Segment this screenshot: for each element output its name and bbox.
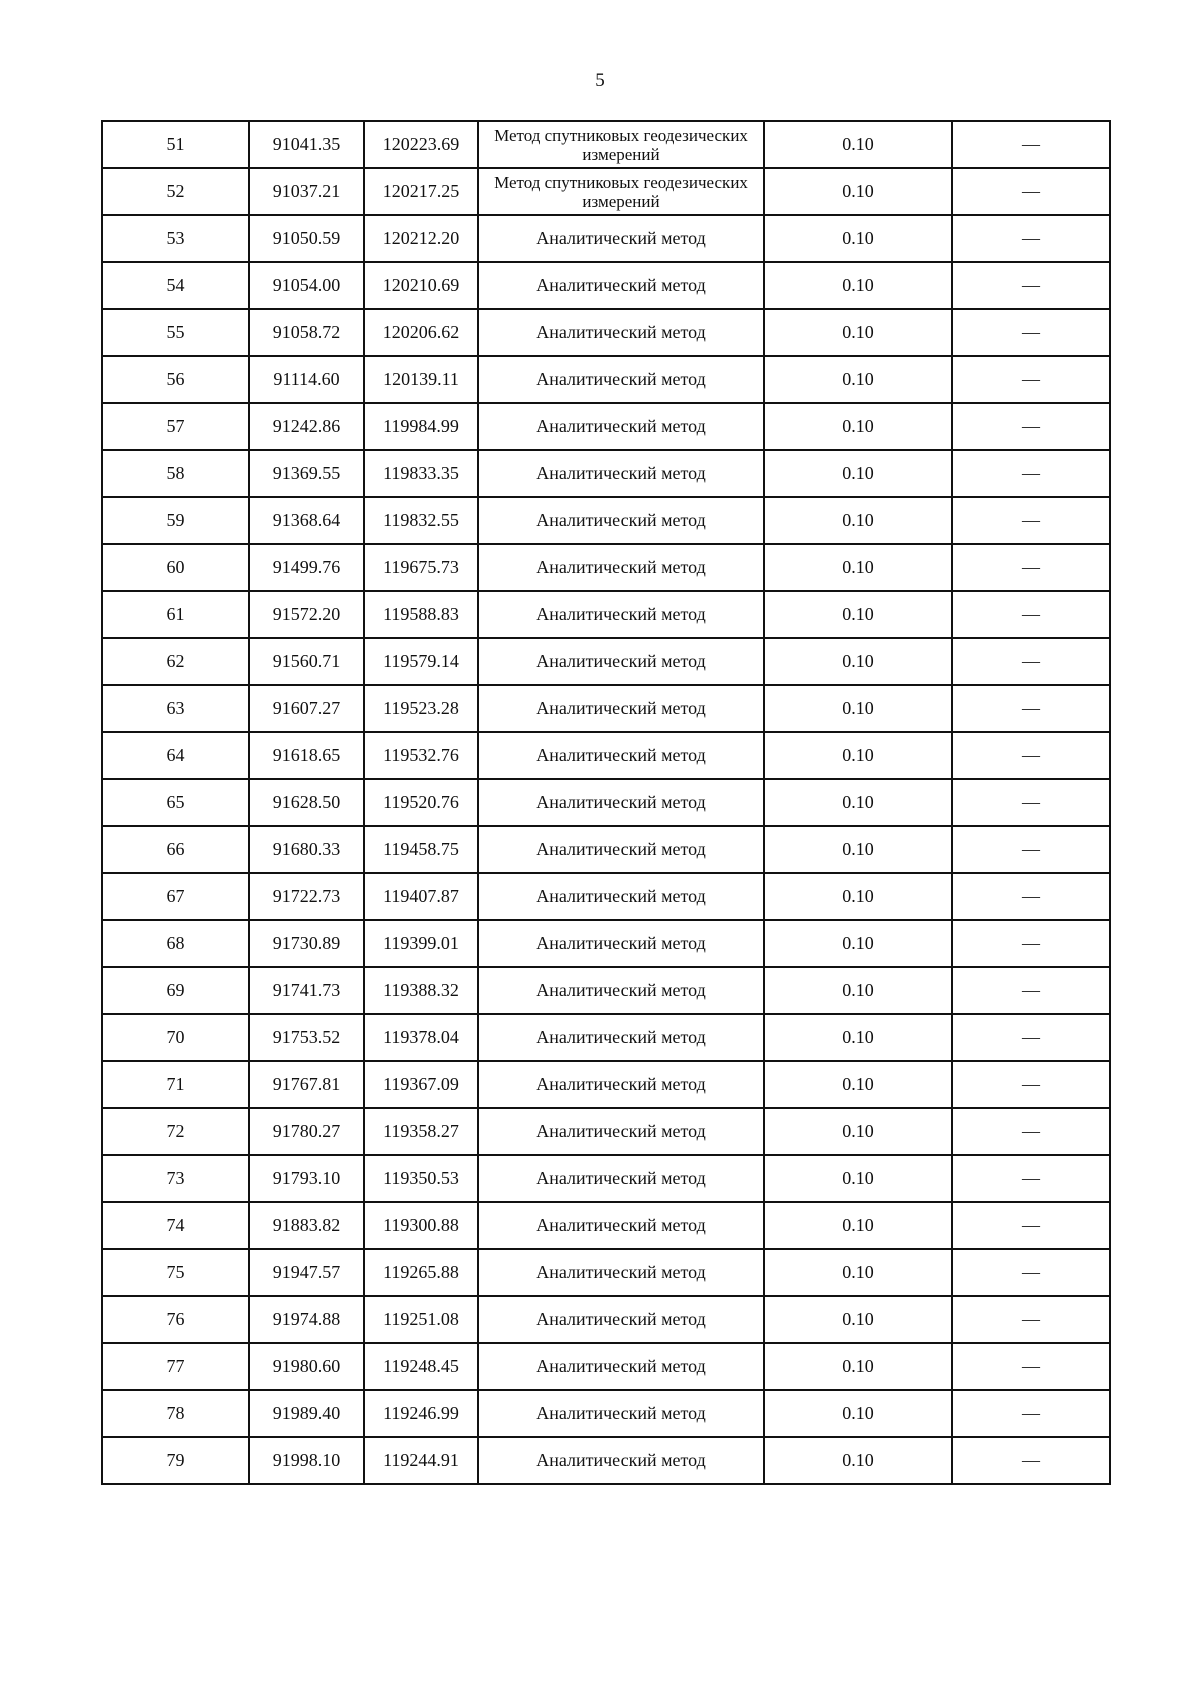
method-cell: Аналитический метод	[478, 497, 764, 544]
table-row	[102, 1296, 1110, 1343]
point-number-cell: 72	[102, 1108, 249, 1155]
note-cell: —	[952, 873, 1110, 920]
note-cell: —	[952, 356, 1110, 403]
y-coordinate-cell: 119532.76	[364, 732, 478, 779]
method-cell: Аналитический метод	[478, 1108, 764, 1155]
x-coordinate-cell: 91499.76	[249, 544, 364, 591]
note-cell: —	[952, 638, 1110, 685]
note-cell: —	[952, 826, 1110, 873]
x-coordinate-cell: 91989.40	[249, 1390, 364, 1437]
point-number-cell: 64	[102, 732, 249, 779]
table-row	[102, 967, 1110, 1014]
method-cell: Аналитический метод	[478, 685, 764, 732]
point-number-cell: 73	[102, 1155, 249, 1202]
y-coordinate-cell: 119248.45	[364, 1343, 478, 1390]
method-cell: Аналитический метод	[478, 1202, 764, 1249]
method-cell: Аналитический метод	[478, 638, 764, 685]
y-coordinate-cell: 119588.83	[364, 591, 478, 638]
y-coordinate-cell: 119675.73	[364, 544, 478, 591]
method-cell: Аналитический метод	[478, 1061, 764, 1108]
table-row	[102, 1108, 1110, 1155]
method-cell: Аналитический метод	[478, 732, 764, 779]
y-coordinate-cell: 119265.88	[364, 1249, 478, 1296]
table-row	[102, 732, 1110, 779]
point-number-cell: 53	[102, 215, 249, 262]
accuracy-cell: 0.10	[764, 1390, 952, 1437]
table-body	[102, 121, 1110, 1484]
method-cell: Аналитический метод	[478, 356, 764, 403]
point-number-cell: 57	[102, 403, 249, 450]
table-row	[102, 262, 1110, 309]
table-row	[102, 450, 1110, 497]
accuracy-cell: 0.10	[764, 779, 952, 826]
point-number-cell: 69	[102, 967, 249, 1014]
method-cell: Аналитический метод	[478, 544, 764, 591]
y-coordinate-cell: 119388.32	[364, 967, 478, 1014]
method-cell: Аналитический метод	[478, 1437, 764, 1484]
table-row	[102, 1014, 1110, 1061]
point-number-cell: 71	[102, 1061, 249, 1108]
method-cell: Аналитический метод	[478, 403, 764, 450]
note-cell: —	[952, 779, 1110, 826]
table-row	[102, 1061, 1110, 1108]
x-coordinate-cell: 91741.73	[249, 967, 364, 1014]
accuracy-cell: 0.10	[764, 168, 952, 215]
x-coordinate-cell: 91974.88	[249, 1296, 364, 1343]
point-number-cell: 60	[102, 544, 249, 591]
y-coordinate-cell: 119579.14	[364, 638, 478, 685]
accuracy-cell: 0.10	[764, 1249, 952, 1296]
table-row	[102, 591, 1110, 638]
y-coordinate-cell: 119520.76	[364, 779, 478, 826]
table-row	[102, 920, 1110, 967]
y-coordinate-cell: 120210.69	[364, 262, 478, 309]
y-coordinate-cell: 119350.53	[364, 1155, 478, 1202]
x-coordinate-cell: 91980.60	[249, 1343, 364, 1390]
point-number-cell: 51	[102, 121, 249, 168]
note-cell: —	[952, 544, 1110, 591]
accuracy-cell: 0.10	[764, 1061, 952, 1108]
note-cell: —	[952, 1202, 1110, 1249]
note-cell: —	[952, 591, 1110, 638]
method-cell: Аналитический метод	[478, 873, 764, 920]
y-coordinate-cell: 119246.99	[364, 1390, 478, 1437]
method-cell: Аналитический метод	[478, 967, 764, 1014]
point-number-cell: 67	[102, 873, 249, 920]
table-row	[102, 403, 1110, 450]
method-cell: Аналитический метод	[478, 779, 764, 826]
x-coordinate-cell: 91054.00	[249, 262, 364, 309]
accuracy-cell: 0.10	[764, 1343, 952, 1390]
y-coordinate-cell: 119984.99	[364, 403, 478, 450]
method-cell: Метод спутниковых геодезических измерений	[478, 168, 764, 215]
accuracy-cell: 0.10	[764, 873, 952, 920]
x-coordinate-cell: 91780.27	[249, 1108, 364, 1155]
y-coordinate-cell: 119407.87	[364, 873, 478, 920]
x-coordinate-cell: 91050.59	[249, 215, 364, 262]
note-cell: —	[952, 1014, 1110, 1061]
method-cell: Аналитический метод	[478, 262, 764, 309]
point-number-cell: 74	[102, 1202, 249, 1249]
method-cell: Аналитический метод	[478, 1014, 764, 1061]
note-cell: —	[952, 262, 1110, 309]
method-cell: Аналитический метод	[478, 826, 764, 873]
x-coordinate-cell: 91767.81	[249, 1061, 364, 1108]
y-coordinate-cell: 120212.20	[364, 215, 478, 262]
note-cell: —	[952, 1343, 1110, 1390]
y-coordinate-cell: 120139.11	[364, 356, 478, 403]
method-cell: Аналитический метод	[478, 1155, 764, 1202]
accuracy-cell: 0.10	[764, 262, 952, 309]
table-row	[102, 121, 1110, 168]
accuracy-cell: 0.10	[764, 1202, 952, 1249]
x-coordinate-cell: 91369.55	[249, 450, 364, 497]
note-cell: —	[952, 1437, 1110, 1484]
y-coordinate-cell: 119833.35	[364, 450, 478, 497]
accuracy-cell: 0.10	[764, 732, 952, 779]
accuracy-cell: 0.10	[764, 1108, 952, 1155]
table-row	[102, 168, 1110, 215]
note-cell: —	[952, 403, 1110, 450]
note-cell: —	[952, 1155, 1110, 1202]
note-cell: —	[952, 121, 1110, 168]
x-coordinate-cell: 91793.10	[249, 1155, 364, 1202]
y-coordinate-cell: 119832.55	[364, 497, 478, 544]
accuracy-cell: 0.10	[764, 544, 952, 591]
coordinates-table	[101, 120, 1111, 1485]
note-cell: —	[952, 1108, 1110, 1155]
x-coordinate-cell: 91947.57	[249, 1249, 364, 1296]
x-coordinate-cell: 91058.72	[249, 309, 364, 356]
table-row	[102, 1249, 1110, 1296]
accuracy-cell: 0.10	[764, 920, 952, 967]
method-cell: Аналитический метод	[478, 309, 764, 356]
table-row	[102, 1202, 1110, 1249]
y-coordinate-cell: 119251.08	[364, 1296, 478, 1343]
table-row	[102, 544, 1110, 591]
point-number-cell: 75	[102, 1249, 249, 1296]
x-coordinate-cell: 91242.86	[249, 403, 364, 450]
x-coordinate-cell: 91560.71	[249, 638, 364, 685]
accuracy-cell: 0.10	[764, 638, 952, 685]
point-number-cell: 55	[102, 309, 249, 356]
accuracy-cell: 0.10	[764, 450, 952, 497]
y-coordinate-cell: 119244.91	[364, 1437, 478, 1484]
accuracy-cell: 0.10	[764, 591, 952, 638]
y-coordinate-cell: 120206.62	[364, 309, 478, 356]
point-number-cell: 65	[102, 779, 249, 826]
table-row	[102, 1390, 1110, 1437]
note-cell: —	[952, 1061, 1110, 1108]
point-number-cell: 54	[102, 262, 249, 309]
note-cell: —	[952, 967, 1110, 1014]
point-number-cell: 56	[102, 356, 249, 403]
method-cell: Аналитический метод	[478, 1249, 764, 1296]
note-cell: —	[952, 732, 1110, 779]
y-coordinate-cell: 119399.01	[364, 920, 478, 967]
point-number-cell: 62	[102, 638, 249, 685]
x-coordinate-cell: 91607.27	[249, 685, 364, 732]
table-row	[102, 356, 1110, 403]
x-coordinate-cell: 91883.82	[249, 1202, 364, 1249]
accuracy-cell: 0.10	[764, 309, 952, 356]
accuracy-cell: 0.10	[764, 967, 952, 1014]
y-coordinate-cell: 119523.28	[364, 685, 478, 732]
x-coordinate-cell: 91730.89	[249, 920, 364, 967]
point-number-cell: 52	[102, 168, 249, 215]
note-cell: —	[952, 450, 1110, 497]
method-cell: Аналитический метод	[478, 591, 764, 638]
point-number-cell: 76	[102, 1296, 249, 1343]
y-coordinate-cell: 119378.04	[364, 1014, 478, 1061]
y-coordinate-cell: 119367.09	[364, 1061, 478, 1108]
table-row	[102, 779, 1110, 826]
accuracy-cell: 0.10	[764, 215, 952, 262]
note-cell: —	[952, 215, 1110, 262]
y-coordinate-cell: 119358.27	[364, 1108, 478, 1155]
note-cell: —	[952, 1249, 1110, 1296]
note-cell: —	[952, 497, 1110, 544]
accuracy-cell: 0.10	[764, 685, 952, 732]
accuracy-cell: 0.10	[764, 121, 952, 168]
method-cell: Аналитический метод	[478, 920, 764, 967]
accuracy-cell: 0.10	[764, 356, 952, 403]
point-number-cell: 68	[102, 920, 249, 967]
note-cell: —	[952, 1296, 1110, 1343]
x-coordinate-cell: 91041.35	[249, 121, 364, 168]
accuracy-cell: 0.10	[764, 403, 952, 450]
point-number-cell: 79	[102, 1437, 249, 1484]
accuracy-cell: 0.10	[764, 1296, 952, 1343]
note-cell: —	[952, 920, 1110, 967]
point-number-cell: 78	[102, 1390, 249, 1437]
accuracy-cell: 0.10	[764, 497, 952, 544]
x-coordinate-cell: 91753.52	[249, 1014, 364, 1061]
x-coordinate-cell: 91572.20	[249, 591, 364, 638]
point-number-cell: 66	[102, 826, 249, 873]
x-coordinate-cell: 91998.10	[249, 1437, 364, 1484]
y-coordinate-cell: 120217.25	[364, 168, 478, 215]
accuracy-cell: 0.10	[764, 1155, 952, 1202]
method-cell: Аналитический метод	[478, 1296, 764, 1343]
table-row	[102, 497, 1110, 544]
table-row	[102, 685, 1110, 732]
page-number: 5	[595, 70, 605, 91]
point-number-cell: 58	[102, 450, 249, 497]
accuracy-cell: 0.10	[764, 826, 952, 873]
note-cell: —	[952, 168, 1110, 215]
x-coordinate-cell: 91368.64	[249, 497, 364, 544]
x-coordinate-cell: 91114.60	[249, 356, 364, 403]
y-coordinate-cell: 120223.69	[364, 121, 478, 168]
point-number-cell: 77	[102, 1343, 249, 1390]
note-cell: —	[952, 309, 1110, 356]
note-cell: —	[952, 685, 1110, 732]
y-coordinate-cell: 119300.88	[364, 1202, 478, 1249]
method-cell: Метод спутниковых геодезических измерений	[478, 121, 764, 168]
table-row	[102, 873, 1110, 920]
point-number-cell: 61	[102, 591, 249, 638]
method-cell: Аналитический метод	[478, 450, 764, 497]
accuracy-cell: 0.10	[764, 1437, 952, 1484]
x-coordinate-cell: 91628.50	[249, 779, 364, 826]
table-row	[102, 638, 1110, 685]
method-cell: Аналитический метод	[478, 215, 764, 262]
method-cell: Аналитический метод	[478, 1390, 764, 1437]
accuracy-cell: 0.10	[764, 1014, 952, 1061]
x-coordinate-cell: 91722.73	[249, 873, 364, 920]
note-cell: —	[952, 1390, 1110, 1437]
x-coordinate-cell: 91037.21	[249, 168, 364, 215]
point-number-cell: 63	[102, 685, 249, 732]
table-row	[102, 1155, 1110, 1202]
method-cell: Аналитический метод	[478, 1343, 764, 1390]
table-row	[102, 1343, 1110, 1390]
point-number-cell: 70	[102, 1014, 249, 1061]
table-row	[102, 215, 1110, 262]
table-row	[102, 826, 1110, 873]
table-row	[102, 309, 1110, 356]
y-coordinate-cell: 119458.75	[364, 826, 478, 873]
x-coordinate-cell: 91680.33	[249, 826, 364, 873]
point-number-cell: 59	[102, 497, 249, 544]
x-coordinate-cell: 91618.65	[249, 732, 364, 779]
table-row	[102, 1437, 1110, 1484]
